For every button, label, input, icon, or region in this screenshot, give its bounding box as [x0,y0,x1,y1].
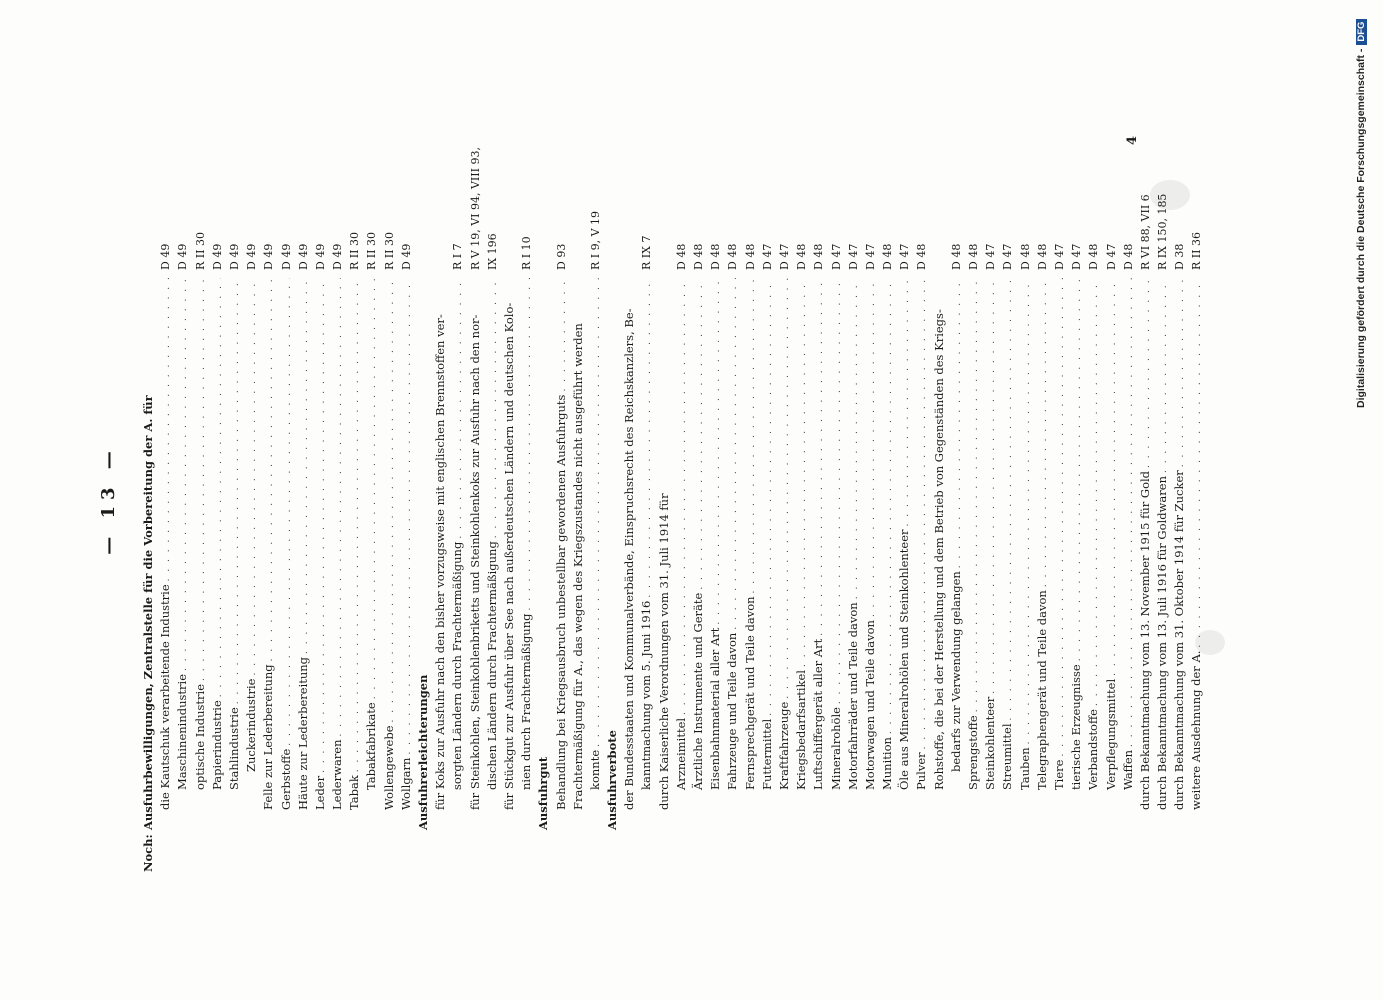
index-entry [1188,130,1205,830]
index-entry [673,130,690,830]
dfg-logo: DFG [1356,19,1367,45]
entry-text: Fernsprechgerät und Teile davon [742,596,757,790]
index-entry [776,130,793,830]
index-entry [810,130,827,830]
entry-text: optische Industrie [192,683,207,790]
entry-reference: D 93 [554,243,568,270]
entry-text: Fahrzeuge und Teile davon [725,632,740,790]
leader-dots [176,278,193,671]
entry-text: Futtermittel [759,718,774,790]
entry-reference: D 48 [812,243,826,270]
entry-reference: D 38 [1173,243,1187,270]
entry-text: Motorwagen und Teile davon [862,620,877,790]
index-entry [260,130,277,830]
leader-dots [778,278,795,699]
entry-text: Gerbstoffe [278,748,293,810]
entry-reference: D 49 [331,243,345,270]
index-entry [965,130,982,830]
index-entry [553,130,570,830]
entry-text: Sprengstoffe [966,715,980,790]
index-entry [570,130,587,830]
entry-reference: D 48 [1121,243,1135,270]
leader-dots [383,278,400,722]
entry-reference: D 47 [1052,243,1066,270]
entry-reference: D 47 [898,243,912,270]
entry-text: durch Bekanntmachung vom 31. Oktober 1914 für Zucker [1172,470,1187,810]
entry-text: Wollgarn [398,757,413,810]
entry-reference: D 49 [313,243,327,270]
entry-text: Verbandstoffe [1086,709,1101,790]
index-entry [896,130,913,830]
entry-reference: R II 30 [193,232,207,270]
leader-dots [245,278,262,676]
entry-text: sorgten Ländern durch Frachtermäßigung [450,541,465,790]
entry-reference: R II 30 [365,232,379,270]
entry-text: Häute zur Lederbereitung [295,656,310,810]
entry-reference: D 48 [967,243,980,270]
entry-reference: D 49 [176,243,190,270]
index-entry [742,130,759,830]
entry-reference: R II 36 [1190,232,1204,270]
entry-text: Ausfuhrerleichterungen [416,674,430,830]
leader-dots [950,278,967,568]
entry-reference: D 48 [1018,243,1032,270]
leader-dots [1139,278,1156,468]
entry-reference: D 47 [829,243,843,270]
leader-dots [761,278,778,716]
index-entry [999,130,1016,830]
entry-text: Behandlung bei Kriegsausbruch unbestellbar gewordenen Ausfuhrguts [553,394,568,810]
entry-text: Papierindustrie [209,700,224,790]
index-entry [621,130,638,830]
index-entry [1017,130,1034,830]
index-entry [724,130,741,830]
leader-dots [744,278,761,593]
index-entry [1051,130,1068,830]
leader-dots [726,278,743,630]
entry-text: bedarfs zur Verwendung gelangen [948,571,963,772]
entry-reference: D 47 [846,243,860,270]
entry-text: Rohstoffe, die bei der Herstellung und dem Betrieb von Gegenständen des Kriegs- [931,309,946,790]
entry-text: weitere Ausdehnung der A. [1189,650,1204,810]
entry-reference: D 49 [245,243,259,270]
entry-text: Ärztliche Instrumente und Geräte [691,592,705,790]
index-entry [1103,130,1120,830]
index-heading [604,130,621,830]
entry-reference: D 47 [1070,243,1084,270]
entry-text: Ausfuhrgut [536,756,551,830]
index-entries [140,130,1206,872]
entry-text: durch Bekanntmachung vom 13. Juli 1916 für Goldwaren [1155,476,1170,810]
index-entry [363,130,380,830]
leader-dots [984,278,1001,694]
entry-text: Kraftfahrzeuge [776,701,791,790]
entry-text: durch Kaiserliche Verordnungen vom 31. Juli 1914 für [656,493,671,810]
entry-reference: D 48 [709,243,723,270]
entry-text: Frachtermäßigung für A., das wegen des Kriegszustandes nicht ausgeführt werden [570,323,585,810]
leader-dots [194,278,211,681]
entry-reference: D 48 [743,243,757,270]
leader-dots [709,278,726,625]
entry-text: Stahlindustrie [226,707,241,790]
index-entry [518,130,535,830]
index-entry [209,130,226,830]
entry-reference: R VI 88, VII 6 [1138,194,1152,270]
entry-text: Arzneimittel [673,717,688,790]
index-entry [467,130,484,830]
entry-reference: D 47 [760,243,774,270]
index-entry [1085,130,1102,830]
entry-text: Munition [880,737,895,790]
index-entry [759,130,776,830]
leader-dots [159,278,176,581]
entry-reference: D 48 [881,243,895,270]
entry-text: Öle aus Mineralrohölen und Steinkohlenteer [897,529,912,790]
entry-text: kanntmachung vom 5. Juni 1916 [639,600,654,790]
index-entry [638,130,655,830]
entry-text: dischen Ländern durch Frachtermäßigung [484,541,499,790]
entry-text: Tabak [347,775,362,810]
gathering-mark: 4 [1125,135,1140,145]
entry-reference: D 47 [1104,243,1118,270]
index-entry [690,130,707,830]
entry-text: konnte [587,749,602,790]
entry-reference: D 47 [984,243,998,270]
index-entry [484,130,501,830]
entry-reference: D 48 [949,243,963,270]
index-entry [1034,130,1051,830]
entry-text: Ausfuhrbewilligungen, Zentralstelle für die Vorbereitung der A. für [141,395,155,830]
entry-reference: D 49 [262,243,276,270]
entry-text: Verpflegungsmittel [1103,678,1118,790]
entry-reference: R IX 150, 185 [1156,193,1170,270]
entry-text: Eisenbahnmaterial aller Art [708,627,723,790]
index-entry [157,130,174,830]
entry-text: Tabakfabrikate [364,702,379,790]
leader-dots [297,278,314,654]
index-entry [793,130,810,830]
entry-reference: D 49 [399,243,413,270]
entry-reference: R IX 7 [640,235,654,270]
continuation-label: Noch: [141,834,155,872]
index-entry [312,130,329,830]
index-entry [982,130,999,830]
entry-text: Mineralrohöle [828,707,843,790]
leader-dots [314,278,331,773]
leader-dots [589,278,606,747]
leader-dots [692,278,709,590]
index-entry [1120,130,1137,830]
entry-reference: R I 10 [520,236,534,270]
index-entry [226,130,243,830]
entry-text: Waffen [1120,749,1135,790]
index-entry [501,130,518,830]
dfg-credit-text: Digitalisierung gefördert durch die Deutsche Forschungsgemeinschaft - [1355,48,1367,408]
leader-dots [1070,278,1087,661]
entry-reference: D 48 [692,243,705,270]
leader-dots [1087,278,1104,706]
index-entry [243,130,260,830]
leader-dots [365,278,382,699]
entry-text: der Bundesstaaten und Kommunalverbände, Einspruchsrecht des Reichskanzlers, Be- [622,308,637,810]
entry-text: für Stückgut zur Ausfuhr über See nach außerdeutschen Ländern und deutschen Kolo- [501,302,516,810]
entry-text: Wollengewebe [381,725,396,810]
entry-text: Motorfahrräder und Teile davon [845,602,860,790]
index-entry [381,130,398,830]
leader-dots [1190,278,1207,648]
leader-dots [898,278,915,526]
leader-dots [812,278,829,636]
entry-text: Zuckerindustrie [244,678,259,772]
entry-reference: D 48 [674,243,688,270]
entry-text: nien durch Frachtermäßigung [519,613,534,790]
entry-reference: D 47 [863,243,877,270]
index-entry [192,130,209,830]
index-heading [415,130,432,830]
entry-reference: R I 7 [451,243,465,270]
entry-reference: D 48 [795,243,809,270]
index-entry [295,130,312,830]
entry-reference: D 49 [296,243,310,270]
entry-text: für Steinkohlen, Steinkohlenbriketts und Steinkohlenkoks zur Ausfuhr nach den nor- [467,314,482,810]
entry-text: Luftschiffergerät aller Art [811,638,826,790]
entry-reference: R II 30 [348,232,362,270]
index-entry [1171,130,1188,830]
index-heading [535,130,552,830]
index-entry [278,130,295,830]
index-entry [913,130,930,830]
entry-text: Steinkohlenteer [983,696,998,790]
leader-dots [1156,278,1173,473]
entry-text: Streumittel [1000,723,1015,790]
leader-dots [262,278,279,661]
page-number: — 13 — [98,445,119,555]
entry-text: Tauben [1017,747,1032,790]
entry-text: Maschinenindustrie [175,673,190,790]
index-entry [432,130,449,830]
index-entry [707,130,724,830]
index-entry [174,130,191,830]
entry-text: Tiere [1051,759,1066,790]
leader-dots [1173,278,1190,467]
index-entry [449,130,466,830]
index-heading [140,130,157,830]
entry-text: Lederwaren [330,739,345,810]
index-entry [879,130,896,830]
index-entry [828,130,845,830]
entry-text: Pulver [914,752,929,790]
leader-dots [520,278,537,611]
dfg-credit [1355,8,1377,408]
entry-text: Felle zur Lederbereitung [261,664,276,810]
entry-reference: D 49 [279,243,293,270]
entry-reference: D 48 [915,243,929,270]
index-entry [1137,130,1154,830]
entry-text: tierische Erzeugnisse [1069,664,1084,790]
index-entry [862,130,879,830]
leader-dots [1001,278,1018,720]
leader-dots [864,278,881,617]
leader-dots [967,278,984,712]
entry-text: Kriegsbedarfsartikel [794,670,809,790]
leader-dots [331,278,348,736]
entry-reference: IX 196 [485,233,499,270]
entry-reference: D 47 [1001,243,1015,270]
index-entry [398,130,415,830]
entry-text: durch Bekanntmachung vom 13. November 1915 für Gold [1137,470,1152,810]
index-entry [845,130,862,830]
entry-text: Telegraphengerät und Teile davon [1034,590,1049,790]
entry-reference: D 49 [227,243,241,270]
entry-reference: R II 30 [382,232,396,270]
entry-reference: D 47 [777,243,791,270]
entry-reference: D 48 [1087,243,1101,270]
leader-dots [1105,278,1122,676]
entry-text: Ausfuhrverbote [605,730,620,830]
index-entry [587,130,604,830]
entry-text: die Kautschuk verarbeitende Industrie [158,584,173,810]
index-entry [656,130,673,830]
entry-reference: D 49 [210,243,224,270]
entry-text: für Koks zur Ausfuhr nach den bisher vorzugsweise mit englischen Brennstoffen ver- [433,314,448,810]
leader-dots [1036,278,1053,587]
entry-reference: D 48 [1035,243,1049,270]
index-entry [1068,130,1085,830]
entry-reference: R V 19, VI 94, VIII 93, [468,147,482,270]
index-entry [329,130,346,830]
index-entry [1154,130,1171,830]
entry-text: Leder [312,775,327,810]
entry-reference: R I 9, V 19 [588,210,602,270]
entry-reference: D 49 [159,243,173,270]
index-entry [948,130,965,830]
entry-reference: D 48 [726,243,740,270]
leader-dots [228,278,245,704]
leader-dots [795,278,812,667]
index-entry [931,130,948,830]
leader-dots [348,278,365,772]
leader-dots [847,278,864,599]
index-entry [346,130,363,830]
leader-dots [211,278,228,697]
